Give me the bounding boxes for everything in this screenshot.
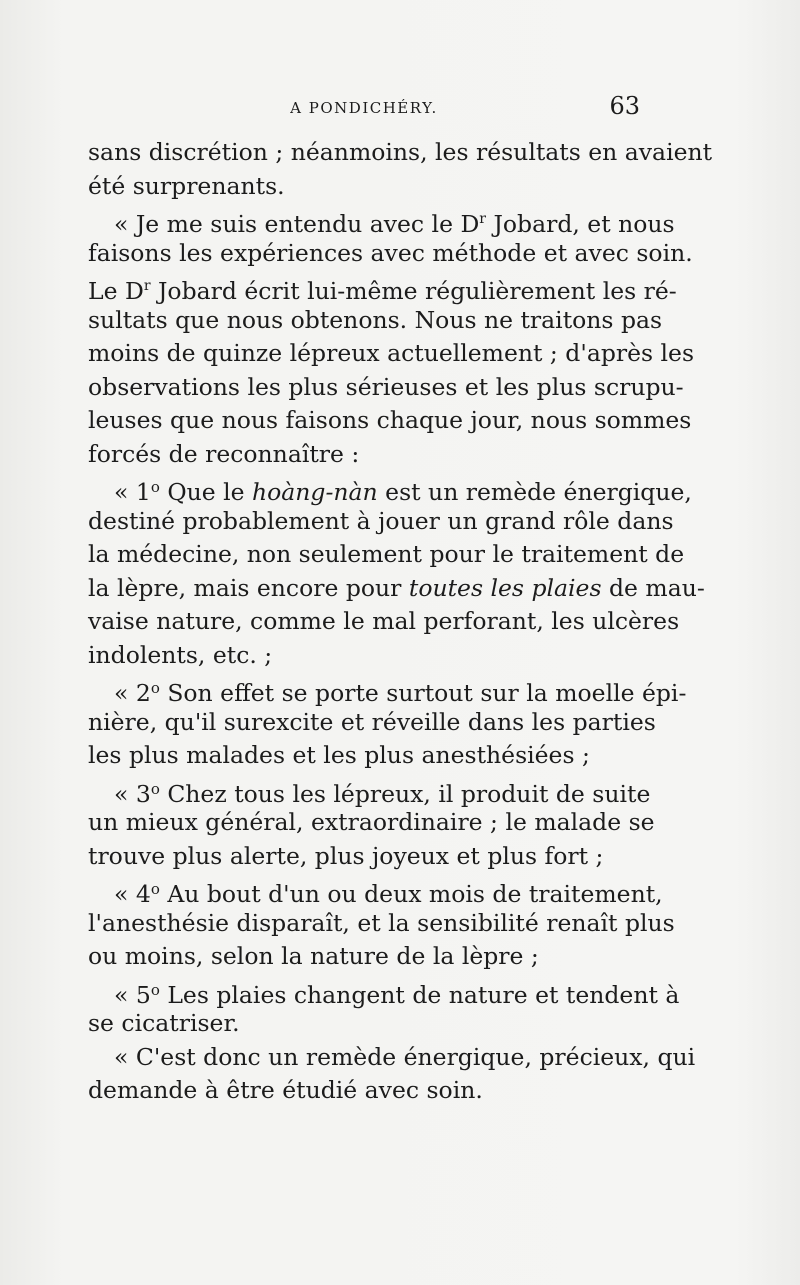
- text-line: trouve plus alerte, plus joyeux et plus fort ;: [88, 841, 604, 870]
- text-line: nière, qu'il surexcite et réveille dans les parties: [88, 707, 656, 736]
- text-line: sultats que nous obtenons. Nous ne traitons pas: [88, 305, 663, 334]
- text-span: Jobard écrit lui-même régulièrement les ré-: [150, 277, 677, 305]
- text-span: la lèpre, mais encore pour: [88, 573, 409, 602]
- ordinal-mark: o: [150, 679, 160, 697]
- text-line: moins de quinze lépreux actuellement ; d'après les: [88, 339, 695, 367]
- ordinal-mark: o: [150, 779, 160, 798]
- text-line: sans discrétion ; néanmoins, les résultats en avaient: [88, 138, 713, 166]
- text-line: indolents, etc. ;: [88, 640, 273, 669]
- italic-term: toutes les plaies: [408, 573, 602, 602]
- text-line: destiné probablement à jouer un grand rôle dans: [88, 506, 674, 535]
- text-line: [88, 873, 663, 908]
- text-line: demande à être étudié avec soin.: [88, 1076, 483, 1104]
- text-line: [88, 203, 675, 238]
- text-line: [88, 672, 687, 707]
- text-line: faisons les expériences avec méthode et avec soin.: [88, 238, 693, 267]
- text-span: Que le: [159, 478, 252, 506]
- text-line: vaise nature, comme le mal perforant, les ulcères: [88, 607, 680, 635]
- italic-term: hoàng-nàn: [252, 478, 378, 506]
- text-span: « 3: [114, 779, 151, 808]
- text-line: la médecine, non seulement pour le traitement de: [88, 540, 685, 568]
- text-span: « Je me suis entendu avec le D: [114, 210, 480, 238]
- text-span: Jobard, et nous: [486, 210, 675, 238]
- text-span: Le D: [88, 277, 144, 305]
- text-span: de mau-: [601, 573, 705, 602]
- text-line: « C'est donc un remède énergique, précieux, qui: [114, 1042, 696, 1071]
- text-line: ou moins, selon la nature de la lèpre ;: [88, 942, 539, 970]
- text-line: leuses que nous faisons chaque jour, nous sommes: [88, 406, 692, 434]
- text-line: un mieux général, extraordinaire ; le malade se: [88, 808, 655, 836]
- text-span: Au bout d'un ou deux mois de traitement,: [159, 880, 663, 908]
- text-line: été surprenants.: [88, 171, 285, 200]
- text-line: [88, 974, 680, 1009]
- running-head: [88, 92, 640, 122]
- text-line: forcés de reconnaître :: [88, 439, 360, 468]
- running-title: A PONDICHÉRY.: [290, 99, 438, 117]
- text-line: [88, 572, 705, 606]
- superscript: r: [143, 278, 151, 294]
- body-text: [88, 136, 713, 1108]
- text-span: « 1: [114, 478, 151, 506]
- text-span: « 2: [114, 679, 151, 707]
- text-span: est un remède énergique,: [377, 478, 692, 506]
- text-span: « 4: [114, 880, 151, 908]
- text-span: Les plaies changent de nature et tendent à: [159, 980, 680, 1009]
- text-span: « 5: [114, 980, 151, 1009]
- text-line: observations les plus sérieuses et les plus scrupu-: [88, 372, 684, 401]
- text-span: Son effet se porte surtout sur la moelle épi-: [159, 679, 687, 707]
- text-line: les plus malades et les plus anesthésiées ;: [88, 741, 590, 769]
- text-span: Chez tous les lépreux, il produit de suite: [159, 779, 651, 808]
- text-line: [88, 270, 677, 305]
- text-line: se cicatriser.: [88, 1009, 240, 1037]
- page-number: 63: [609, 92, 640, 120]
- text-line: [88, 773, 651, 808]
- text-line: [88, 471, 692, 506]
- superscript: r: [479, 211, 486, 227]
- text-line: l'anesthésie disparaît, et la sensibilité renaît plus: [88, 908, 675, 937]
- ordinal-mark: o: [150, 880, 160, 898]
- ordinal-mark: o: [150, 478, 160, 496]
- ordinal-mark: o: [150, 980, 160, 999]
